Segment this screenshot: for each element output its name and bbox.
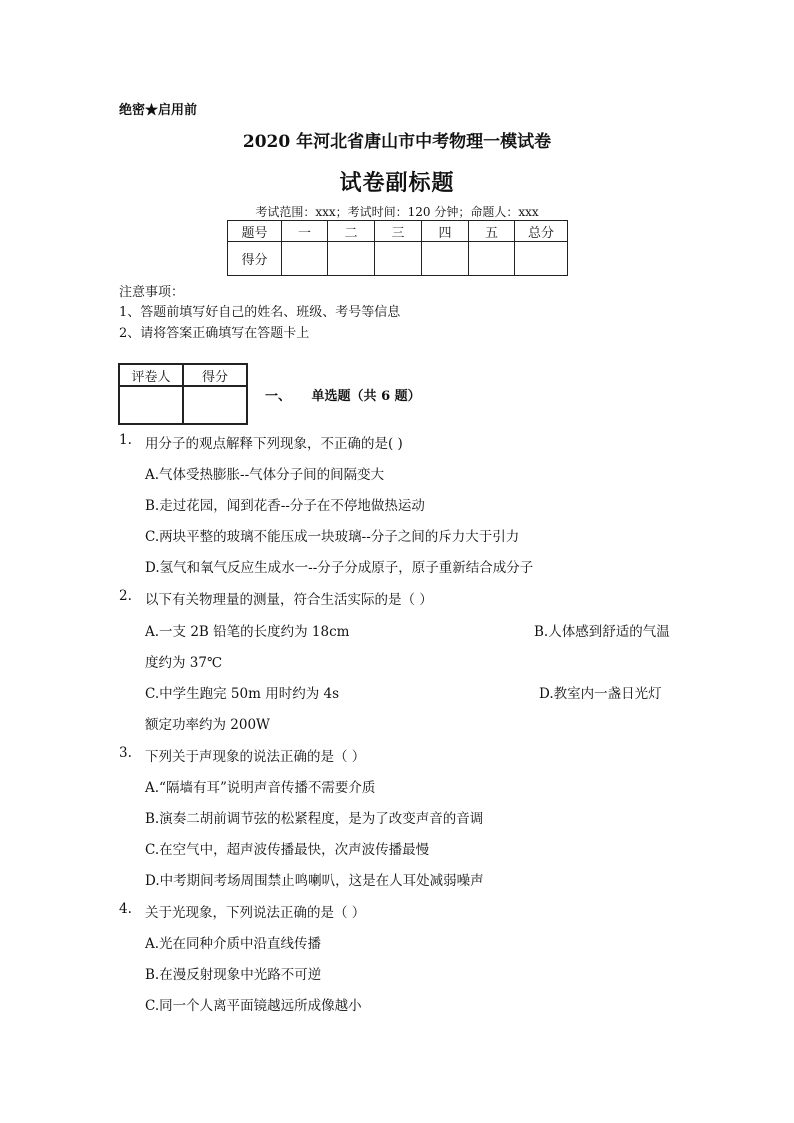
score-cell: [375, 242, 422, 276]
answer-option: A.光在同种介质中沿直线传播: [145, 936, 322, 952]
grader-table: [118, 363, 248, 425]
question-number: 4.: [119, 901, 132, 917]
exam-title: 2020 年河北省唐山市中考物理一模试卷: [242, 132, 552, 152]
score-cell: [422, 242, 469, 276]
answer-option: C.中学生跑完 50m 用时约为 4s: [145, 686, 340, 702]
section-number: 一、: [265, 389, 292, 404]
answer-option: A.“隔墙有耳”说明声音传播不需要介质: [145, 780, 376, 796]
answer-option: D.教室内一盏日光灯: [539, 686, 662, 702]
score-table: [227, 220, 568, 276]
score-table-header: 一: [282, 221, 328, 242]
exam-subtitle: 试卷副标题: [339, 170, 455, 196]
answer-option: B.走过花园，闻到花香--分子在不停地做热运动: [145, 498, 425, 514]
question-text: 下列关于声现象的说法正确的是（ ）: [145, 749, 366, 765]
notes-heading: 注意事项：: [119, 285, 185, 300]
answer-option: B.人体感到舒适的气温: [534, 624, 670, 640]
score-table-header: 三: [375, 221, 422, 242]
answer-option: A.气体受热膨胀--气体分子间的间隔变大: [145, 467, 385, 483]
grader-header: 得分: [183, 364, 247, 386]
section-title: 单选题（共 6 题）: [311, 389, 421, 404]
grader-cell: [119, 386, 183, 424]
score-cell: [328, 242, 375, 276]
answer-option: C.同一个人离平面镜越远所成像越小: [145, 998, 362, 1014]
section-heading: [265, 385, 421, 404]
question-number: 3.: [119, 745, 132, 761]
answer-option-continued: 额定功率约为 200W: [145, 717, 270, 733]
answer-option: B.在漫反射现象中光路不可逆: [145, 967, 322, 983]
answer-option: C.两块平整的玻璃不能压成一块玻璃--分子之间的斥力大于引力: [145, 529, 520, 545]
score-table-header: 五: [469, 221, 515, 242]
confidential-label: 绝密★启用前: [119, 103, 198, 118]
score-table-header: 题号: [228, 221, 282, 242]
question-text: 以下有关物理量的测量，符合生活实际的是（ ）: [145, 592, 433, 608]
question-text: 关于光现象，下列说法正确的是（ ）: [145, 905, 366, 921]
score-cell: [469, 242, 515, 276]
answer-option: B.演奏二胡前调节弦的松紧程度，是为了改变声音的音调: [145, 811, 484, 827]
score-table-header: 总分: [515, 221, 568, 242]
question-number: 1.: [119, 432, 132, 448]
answer-option: A.一支 2B 铅笔的长度约为 18cm: [145, 624, 350, 640]
score-table-row-label: 得分: [228, 242, 282, 276]
score-cell: [282, 242, 328, 276]
exam-info: 考试范围：xxx；考试时间：120 分钟；命题人：xxx: [255, 205, 539, 219]
question-text: 用分子的观点解释下列现象，不正确的是( ): [145, 436, 403, 452]
answer-option: C.在空气中，超声波传播最快，次声波传播最慢: [145, 842, 430, 858]
score-cell: [515, 242, 568, 276]
note-item: 2、请将答案正确填写在答题卡上: [119, 326, 310, 341]
question-number: 2.: [119, 588, 132, 604]
grader-header: 评卷人: [119, 364, 183, 386]
grader-cell: [183, 386, 247, 424]
score-table-header: 四: [422, 221, 469, 242]
answer-option: D.氢气和氧气反应生成水一--分子分成原子，原子重新结合成分子: [145, 560, 534, 576]
note-item: 1、答题前填写好自己的姓名、班级、考号等信息: [119, 305, 401, 320]
answer-option: D.中考期间考场周围禁止鸣喇叭，这是在人耳处减弱噪声: [145, 873, 484, 889]
score-table-header: 二: [328, 221, 375, 242]
answer-option-continued: 度约为 37℃: [145, 655, 223, 671]
